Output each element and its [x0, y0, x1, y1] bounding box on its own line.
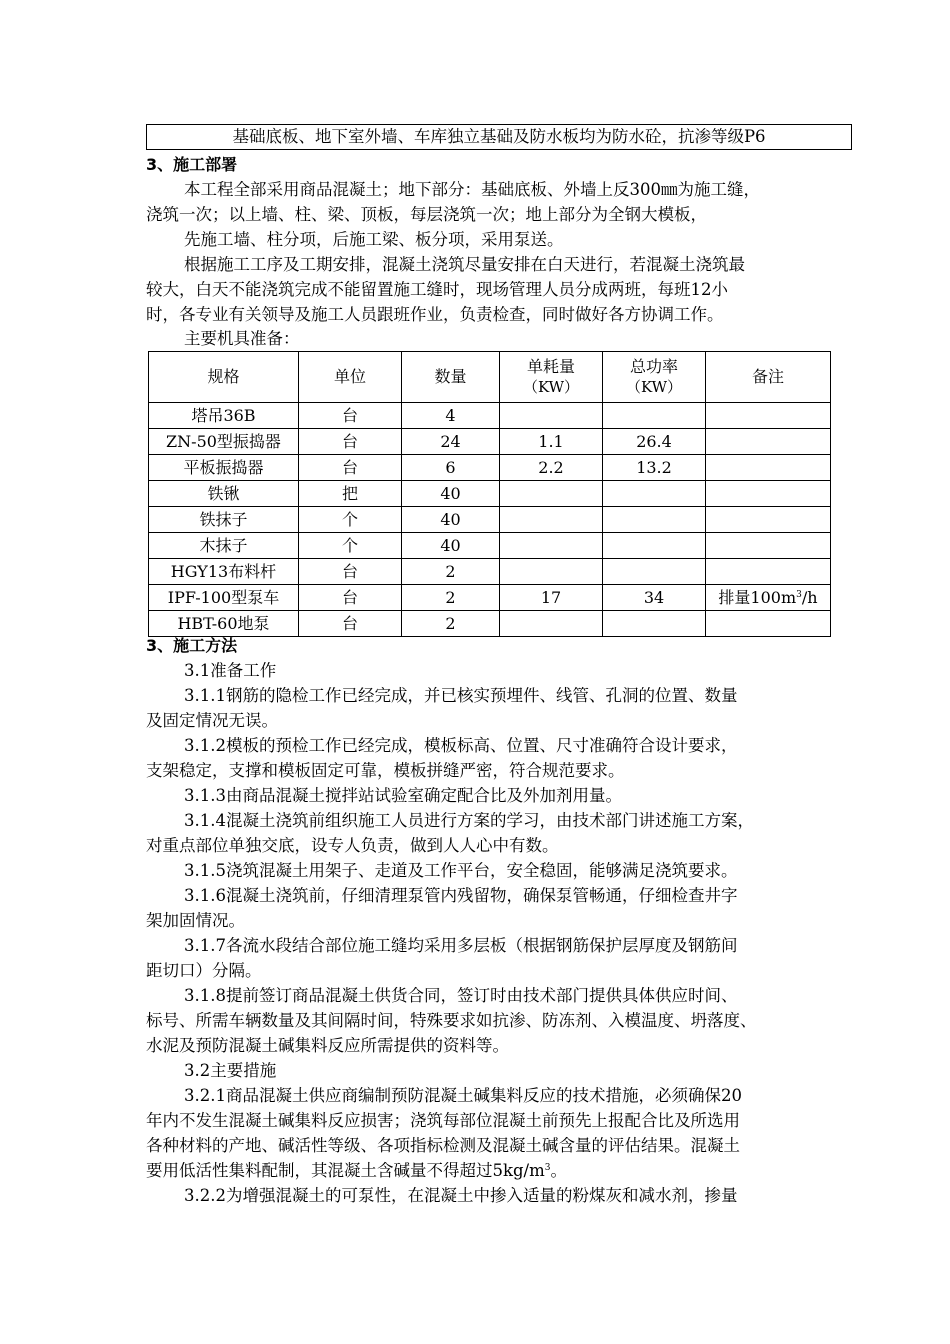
table-row	[149, 403, 831, 429]
cell-unit-power	[500, 403, 603, 429]
section-heading-method: 3、施工方法	[146, 636, 238, 655]
paragraph-line: 3.1.1钢筋的隐检工作已经完成，并已核实预埋件、线管、孔洞的位置、数量	[184, 686, 738, 705]
cell-unit-power	[500, 611, 603, 637]
cell-remark	[706, 507, 831, 533]
cell-quantity: 40	[402, 507, 500, 533]
remark-text: 排量100m	[718, 587, 797, 607]
cell-total-power: 26.4	[603, 429, 706, 455]
cell-quantity: 2	[402, 611, 500, 637]
paragraph-line: 3.2.2为增强混凝土的可泵性，在混凝土中掺入适量的粉煤灰和减水剂，掺量	[184, 1186, 738, 1205]
cell-unit: 把	[299, 481, 402, 507]
section-heading-deploy: 3、施工部署	[146, 155, 238, 174]
paragraph-line: 浇筑一次；以上墙、柱、梁、顶板，每层浇筑一次；地上部分为全钢大模板，	[146, 205, 707, 224]
cell-quantity: 6	[402, 455, 500, 481]
cell-unit-power: 1.1	[500, 429, 603, 455]
table-row	[149, 455, 831, 481]
paragraph-line: 主要机具准备：	[184, 329, 300, 348]
cell-spec: 铁锹	[149, 481, 299, 507]
cell-remark	[706, 611, 831, 637]
header-unit-power	[500, 352, 603, 403]
paragraph-line: 标号、所需车辆数量及其间隔时间，特殊要求如抗渗、防冻剂、入模温度、坍落度、	[146, 1011, 757, 1030]
cell-unit: 台	[299, 403, 402, 429]
header-total-power	[603, 352, 706, 403]
cell-unit-power	[500, 507, 603, 533]
cell-unit: 台	[299, 611, 402, 637]
cell-remark	[706, 533, 831, 559]
cell-unit: 台	[299, 559, 402, 585]
paragraph-line: 3.1.5浇筑混凝土用架子、走道及工作平台，安全稳固，能够满足浇筑要求。	[184, 861, 738, 880]
paragraph-line: 及固定情况无误。	[146, 711, 278, 730]
remark-superscript: 3	[796, 589, 802, 600]
cell-spec: 平板振捣器	[149, 455, 299, 481]
cell-unit-power: 2.2	[500, 455, 603, 481]
paragraph-line: 各种材料的产地、碱活性等级、各项指标检测及混凝土碱含量的评估结果。混凝土	[146, 1136, 740, 1155]
equipment-table	[148, 351, 831, 637]
table-row	[149, 507, 831, 533]
cell-total-power	[603, 403, 706, 429]
cell-total-power	[603, 533, 706, 559]
unit-superscript: 3	[544, 1163, 551, 1173]
waterproof-note-box: 基础底板、地下室外墙、车库独立基础及防水板均为防水砼，抗渗等级P6	[146, 124, 852, 150]
cell-unit-power	[500, 559, 603, 585]
paragraph-line: 对重点部位单独交底，设专人负责，做到人人心中有数。	[146, 836, 559, 855]
paragraph-line: 年内不发生混凝土碱集料反应损害；浇筑每部位混凝土前预先上报配合比及所选用	[146, 1111, 740, 1130]
paragraph-line: 3.1.4混凝土浇筑前组织施工人员进行方案的学习，由技术部门讲述施工方案，	[184, 811, 754, 830]
cell-remark	[706, 559, 831, 585]
paragraph-line: 距切口）分隔。	[146, 961, 262, 980]
cell-unit-power	[500, 533, 603, 559]
cell-total-power	[603, 611, 706, 637]
paragraph-line: 3.1.6混凝土浇筑前，仔细清理泵管内残留物，确保泵管畅通，仔细检查井字	[184, 886, 738, 905]
cell-spec: HGY13布料杆	[149, 559, 299, 585]
table-row	[149, 611, 831, 637]
table-row	[149, 481, 831, 507]
paragraph-tail: 。	[550, 1161, 567, 1180]
header-quantity: 数量	[402, 352, 500, 403]
paragraph-line: 支架稳定，支撑和模板固定可靠，模板拼缝严密，符合规范要求。	[146, 761, 625, 780]
cell-quantity: 40	[402, 481, 500, 507]
paragraph-line: 3.1准备工作	[184, 661, 277, 680]
table-row	[149, 429, 831, 455]
header-remark: 备注	[706, 352, 831, 403]
cell-total-power: 34	[603, 585, 706, 611]
cell-quantity: 2	[402, 559, 500, 585]
table-row	[149, 533, 831, 559]
cell-unit: 个	[299, 533, 402, 559]
cell-spec: 塔吊36B	[149, 403, 299, 429]
cell-total-power	[603, 481, 706, 507]
cell-quantity: 24	[402, 429, 500, 455]
table-row	[149, 559, 831, 585]
cell-spec: 铁抹子	[149, 507, 299, 533]
cell-unit-power	[500, 481, 603, 507]
cell-quantity: 4	[402, 403, 500, 429]
table-row	[149, 585, 831, 611]
cell-spec: IPF-100型泵车	[149, 585, 299, 611]
paragraph-line: 3.2主要措施	[184, 1061, 277, 1080]
cell-unit-power: 17	[500, 585, 603, 611]
paragraph-line: 时，各专业有关领导及施工人员跟班作业，负责检查，同时做好各方协调工作。	[146, 305, 724, 324]
cell-quantity: 40	[402, 533, 500, 559]
paragraph-line: 3.1.2模板的预检工作已经完成，模板标高、位置、尺寸准确符合设计要求，	[184, 736, 738, 755]
table-header-row	[149, 352, 831, 403]
cell-spec: 木抹子	[149, 533, 299, 559]
cell-unit: 台	[299, 455, 402, 481]
header-unit-power-kw: （KW）	[522, 378, 580, 396]
cell-unit: 台	[299, 429, 402, 455]
header-spec: 规格	[149, 352, 299, 403]
paragraph-line: 3.2.1商品混凝土供应商编制预防混凝土碱集料反应的技术措施，必须确保20	[184, 1086, 742, 1105]
cell-total-power	[603, 507, 706, 533]
cell-unit: 个	[299, 507, 402, 533]
cell-spec: ZN-50型振捣器	[149, 429, 299, 455]
cell-remark	[706, 481, 831, 507]
header-total-power-kw: （KW）	[625, 378, 683, 396]
cell-unit: 台	[299, 585, 402, 611]
paragraph-line: 3.1.8提前签订商品混凝土供货合同，签订时由技术部门提供具体供应时间、	[184, 986, 738, 1005]
paragraph-line: 本工程全部采用商品混凝土；地下部分：基础底板、外墙上反300㎜为施工缝，	[184, 180, 760, 199]
paragraph-line: 架加固情况。	[146, 911, 245, 930]
cell-remark	[706, 585, 831, 611]
paragraph-line: 3.1.3由商品混凝土搅拌站试验室确定配合比及外加剂用量。	[184, 786, 622, 805]
paragraph-line: 水泥及预防混凝土碱集料反应所需提供的资料等。	[146, 1036, 509, 1055]
cell-quantity: 2	[402, 585, 500, 611]
header-unit: 单位	[299, 352, 402, 403]
cell-remark	[706, 403, 831, 429]
header-unit-power-label: 单耗量	[526, 357, 575, 376]
header-total-power-label: 总功率	[629, 357, 678, 376]
paragraph-line	[146, 1159, 567, 1183]
paragraph-line: 3.1.7各流水段结合部位施工缝均采用多层板（根据钢筋保护层厚度及钢筋间	[184, 936, 738, 955]
cell-spec: HBT-60地泵	[149, 611, 299, 637]
paragraph-line: 根据施工工序及工期安排，混凝土浇筑尽量安排在白天进行，若混凝土浇筑最	[184, 255, 745, 274]
remark-tail: /h	[801, 587, 818, 607]
paragraph-line: 先施工墙、柱分项，后施工梁、板分项，采用泵送。	[184, 230, 564, 249]
cell-total-power: 13.2	[603, 455, 706, 481]
paragraph-line: 较大，白天不能浇筑完成不能留置施工缝时，现场管理人员分成两班，每班12小	[146, 280, 728, 299]
cell-remark	[706, 455, 831, 481]
cell-total-power	[603, 559, 706, 585]
paragraph-text: 要用低活性集料配制，其混凝土含碱量不得超过5kg/m	[146, 1161, 545, 1180]
cell-remark	[706, 429, 831, 455]
